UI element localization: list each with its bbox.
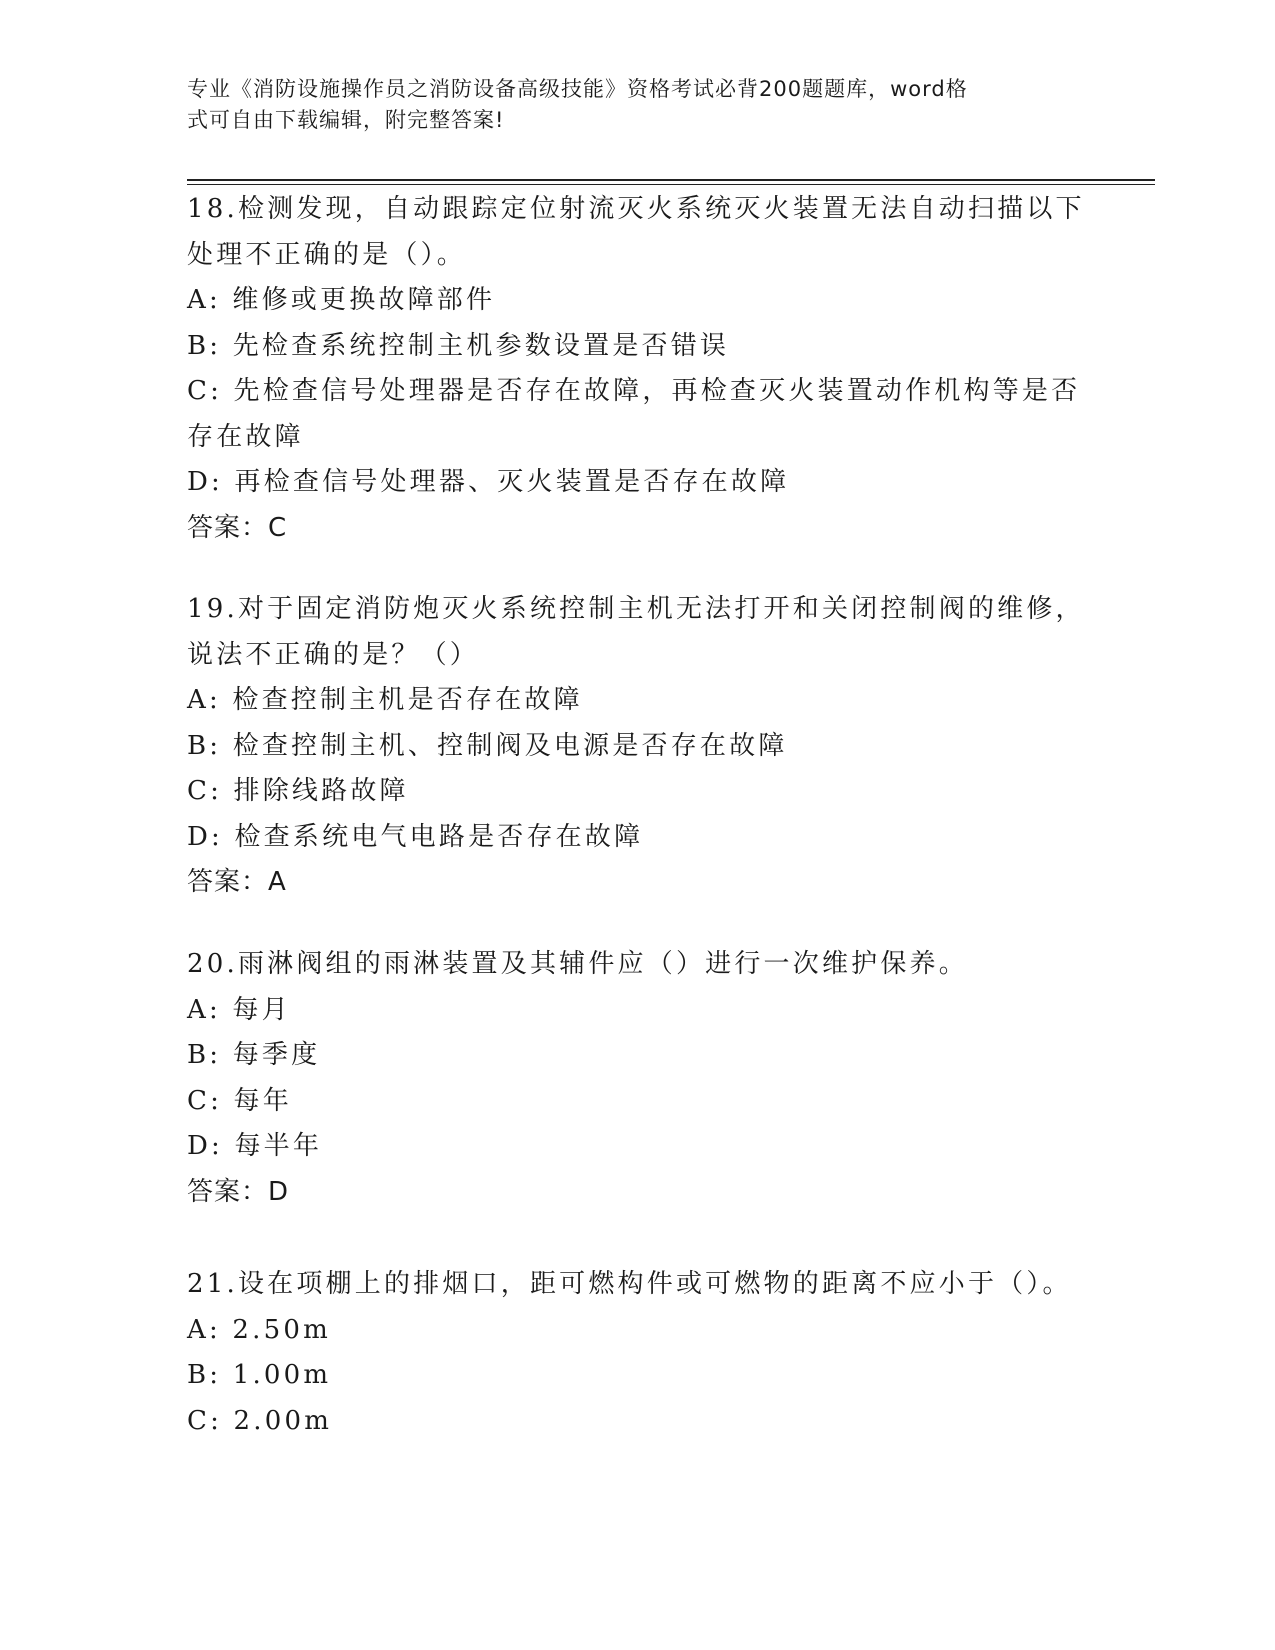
option-d: D: 检查系统电气电路是否存在故障 — [187, 821, 644, 852]
option-b: B: 检查控制主机、控制阀及电源是否存在故障 — [187, 730, 788, 761]
option-b: B: 每季度 — [187, 1040, 321, 1070]
option-a: A: 2.50m — [187, 1314, 331, 1345]
option-a: A: 维修或更换故障部件 — [187, 285, 496, 315]
document-header — [187, 74, 1067, 136]
header-divider-thin — [187, 184, 1155, 185]
option-d: D: 每半年 — [187, 1131, 323, 1161]
question-21 — [187, 1262, 1087, 1444]
header-line-2: 式可自由下载编辑，附完整答案! — [187, 108, 505, 132]
question-stem-line: 19.对于固定消防炮灭火系统控制主机无法打开和关闭控制阀的维修， — [187, 594, 1085, 624]
option-c: C: 2.00m — [187, 1405, 333, 1436]
option-d: D: 再检查信号处理器、灭火装置是否存在故障 — [187, 467, 790, 497]
answer-label: 答案：C — [187, 512, 288, 543]
question-stem-line: 20.雨淋阀组的雨淋装置及其辅件应（）进行一次维护保养。 — [187, 949, 968, 979]
option-b: B: 先检查系统控制主机参数设置是否错误 — [187, 330, 730, 361]
option-c-continued: 存在故障 — [187, 421, 304, 452]
question-stem-line: 处理不正确的是（）。 — [187, 239, 467, 270]
answer-label: 答案：D — [187, 1176, 290, 1207]
option-a: A: 检查控制主机是否存在故障 — [187, 685, 583, 715]
header-divider-thick — [187, 179, 1155, 181]
option-c: C: 每年 — [187, 1085, 292, 1116]
option-c: C: 排除线路故障 — [187, 776, 409, 806]
header-line-1: 专业《消防设施操作员之消防设备高级技能》资格考试必背200题题库，word格 — [187, 77, 968, 101]
option-c: C: 先检查信号处理器是否存在故障，再检查灭火装置动作机构等是否 — [187, 376, 1081, 406]
question-stem-line: 18.检测发现，自动跟踪定位射流灭火系统灭火装置无法自动扫描以下 — [187, 194, 1085, 224]
option-b: B: 1.00m — [187, 1360, 332, 1390]
question-18 — [187, 187, 1087, 551]
option-a: A: 每月 — [187, 994, 291, 1025]
question-stem-line: 21.设在项棚上的排烟口，距可燃构件或可燃物的距离不应小于（）。 — [187, 1269, 1072, 1299]
answer-label: 答案：A — [187, 867, 287, 897]
question-19 — [187, 587, 1087, 906]
question-20 — [187, 942, 1087, 1215]
question-stem-line: 说法不正确的是？（） — [187, 639, 480, 670]
